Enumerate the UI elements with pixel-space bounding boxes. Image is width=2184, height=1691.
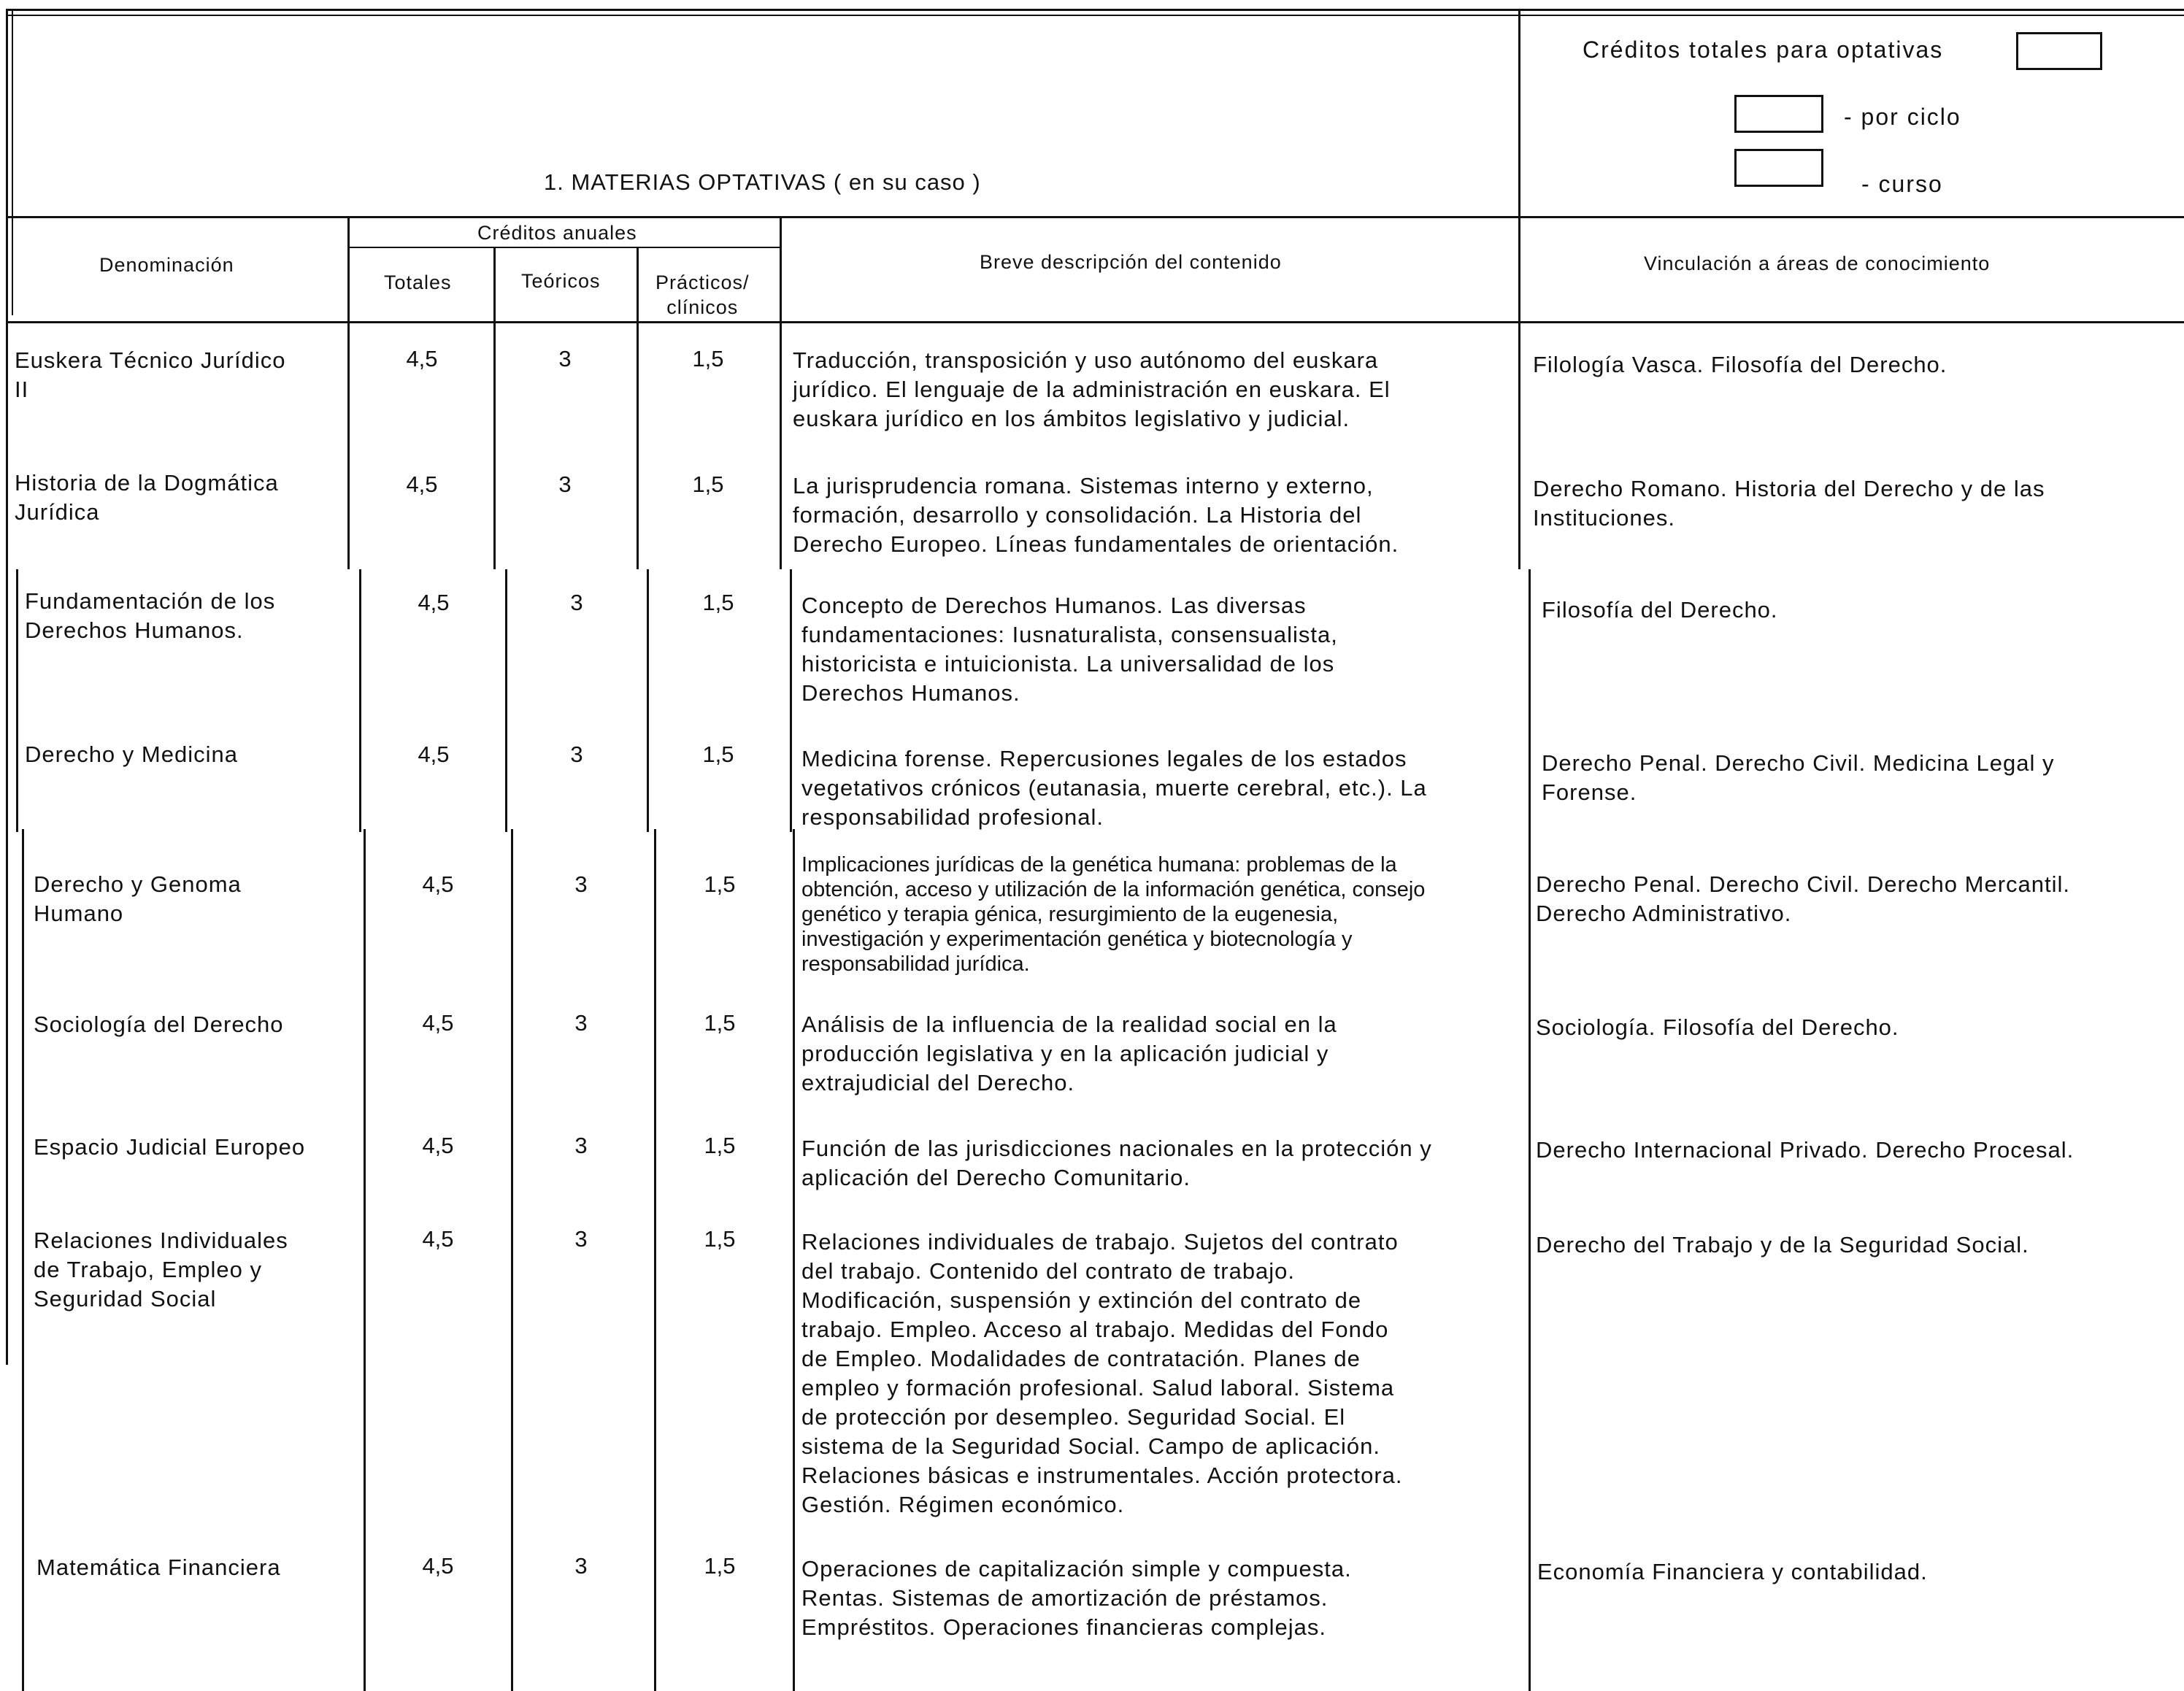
row-description: Operaciones de capitalización simple y compuesta. Rentas. Sistemas de amortización de préstamos. Empréstitos. Operaciones financieras complejas. — [801, 1556, 1352, 1640]
page-title: 1. MATERIAS OPTATIVAS ( en su caso ) — [544, 169, 981, 195]
row-name: Espacio Judicial Europeo — [34, 1134, 306, 1160]
top-border-inner — [6, 15, 2184, 16]
row-practicos: 1,5 — [704, 1010, 736, 1036]
row-description: Implicaciones jurídicas de la genética humana: problemas de la obtención, acceso y utilización de la información genética, consejo genético y terapia génica, resurgimiento de la eugenesia, investigación y experimentación genética y biotecnología y responsabilidad jurídica. — [801, 853, 1426, 976]
row-totales: 4,5 — [422, 1133, 454, 1158]
body-line-3b — [647, 569, 649, 832]
body-line-left — [6, 321, 8, 1365]
row-totales: 4,5 — [406, 346, 438, 371]
row-areas: Sociología. Filosofía del Derecho. — [1536, 1014, 1899, 1040]
row-teoricos: 3 — [558, 471, 572, 497]
row-practicos: 1,5 — [702, 742, 734, 767]
por-ciclo-label: - por ciclo — [1844, 104, 1961, 130]
col-line-teoricos-left — [493, 247, 496, 323]
row-totales: 4,5 — [418, 742, 450, 767]
body-line-5c — [1529, 829, 1531, 1691]
row-practicos: 1,5 — [692, 346, 724, 371]
body-line-5a — [1518, 321, 1520, 569]
left-border-inner — [12, 9, 13, 315]
col-totales: Totales — [384, 271, 452, 293]
row-practicos: 1,5 — [692, 471, 724, 497]
body-line-left-c — [22, 829, 24, 1691]
row-areas: Derecho Internacional Privado. Derecho Procesal. — [1536, 1137, 2075, 1163]
col-vinculacion: Vinculación a áreas de conocimiento — [1644, 253, 1991, 274]
col-line-totales-left — [347, 216, 350, 323]
row-name: Matemática Financiera — [36, 1555, 281, 1580]
header-bottom-border — [6, 216, 2184, 218]
row-name: Historia de la Dogmática Jurídica — [15, 470, 279, 525]
body-line-3a — [637, 321, 639, 569]
header-divider — [1518, 9, 1520, 323]
row-description: Concepto de Derechos Humanos. Las diversas fundamentaciones: Iusnaturalista, consensualista, historicista e intuicionista. La universalidad de los Derechos Humanos. — [801, 593, 1338, 706]
row-areas: Derecho Penal. Derecho Civil. Derecho Mercantil. Derecho Administrativo. — [1536, 871, 2071, 926]
row-description: La jurisprudencia romana. Sistemas interno y externo, formación, desarrollo y consolidación. La Historia del Derecho Europeo. Líneas fundamentales de orientación. — [793, 473, 1399, 557]
body-line-4c — [793, 829, 795, 1691]
row-totales: 4,5 — [422, 1553, 454, 1579]
row-practicos: 1,5 — [704, 1133, 736, 1158]
row-teoricos: 3 — [574, 871, 588, 897]
row-teoricos: 3 — [574, 1553, 588, 1579]
row-areas: Derecho del Trabajo y de la Seguridad Social. — [1536, 1232, 2029, 1257]
top-border — [6, 9, 2184, 11]
row-name: Euskera Técnico Jurídico II — [15, 347, 286, 402]
row-totales: 4,5 — [422, 1010, 454, 1036]
col-line-practicos-left — [637, 247, 639, 323]
row-areas: Derecho Penal. Derecho Civil. Medicina Legal y Forense. — [1542, 750, 2055, 805]
col-practicos: Prácticos/ clínicos — [655, 271, 750, 318]
col-denominacion: Denominación — [99, 254, 234, 276]
row-teoricos: 3 — [570, 590, 583, 615]
body-line-2a — [493, 321, 496, 569]
body-line-1b — [359, 569, 361, 832]
row-totales: 4,5 — [406, 471, 438, 497]
row-areas: Filosofía del Derecho. — [1542, 597, 1778, 623]
creditos-totales-label: Créditos totales para optativas — [1583, 36, 1944, 63]
row-practicos: 1,5 — [704, 1226, 736, 1252]
col-creditos-anuales: Créditos anuales — [477, 222, 637, 244]
row-teoricos: 3 — [574, 1226, 588, 1252]
body-line-5b — [1529, 569, 1531, 832]
col-line-desc-left — [780, 216, 782, 323]
body-line-4b — [790, 569, 792, 832]
row-name: Derecho y Genoma Humano — [34, 871, 242, 926]
row-description: Análisis de la influencia de la realidad social en la producción legislativa y en la aplicación judicial y extrajudicial del Derecho. — [801, 1012, 1337, 1095]
row-name: Relaciones Individuales de Trabajo, Empleo y Seguridad Social — [34, 1228, 288, 1311]
row-practicos: 1,5 — [704, 1553, 736, 1579]
row-teoricos: 3 — [558, 346, 572, 371]
row-description: Relaciones individuales de trabajo. Sujetos del contrato del trabajo. Contenido del contrato de trabajo. Modificación, suspensión y extinción del contrato de trabajo. Empleo. Acceso al trabajo. Medidas del Fondo de Empleo. Modalidades de contratación. Planes de empleo y formación profesional. Salud laboral. Sistema de protección por desempleo. Seguridad Social. El sistema de la Seguridad Social. Campo de aplicación. Relaciones básicas e instrumentales. Acción protectora. Gestión. Régimen económico. — [801, 1229, 1403, 1517]
row-teoricos: 3 — [570, 742, 583, 767]
row-name: Derecho y Medicina — [25, 742, 238, 767]
row-description: Medicina forense. Repercusiones legales de los estados vegetativos crónicos (eutanasia, muerte cerebral, etc.). La responsabilidad profesional. — [801, 746, 1427, 830]
col-descripcion: Breve descripción del contenido — [980, 251, 1282, 273]
row-areas: Derecho Romano. Historia del Derecho y de las Instituciones. — [1533, 476, 2045, 531]
row-areas: Economía Financiera y contabilidad. — [1537, 1559, 1928, 1584]
row-name: Fundamentación de los Derechos Humanos. — [25, 588, 276, 643]
row-totales: 4,5 — [418, 590, 450, 615]
row-practicos: 1,5 — [704, 871, 736, 897]
column-header-bottom — [6, 321, 2184, 323]
creditos-totales-box[interactable] — [2016, 32, 2102, 70]
curso-label: - curso — [1861, 171, 1943, 197]
body-line-left-b — [16, 569, 18, 832]
body-line-2c — [511, 829, 513, 1691]
row-practicos: 1,5 — [702, 590, 734, 615]
row-name: Sociología del Derecho — [34, 1012, 284, 1037]
body-line-1a — [347, 321, 350, 569]
row-teoricos: 3 — [574, 1010, 588, 1036]
body-line-4a — [780, 321, 782, 569]
body-line-3c — [654, 829, 656, 1691]
row-totales: 4,5 — [422, 1226, 454, 1252]
creditos-anuales-underline — [347, 247, 781, 248]
row-description: Función de las jurisdicciones nacionales en la protección y aplicación del Derecho Comunitario. — [801, 1136, 1432, 1190]
body-line-2b — [505, 569, 507, 832]
curso-box[interactable] — [1734, 149, 1823, 187]
row-totales: 4,5 — [422, 871, 454, 897]
por-ciclo-box[interactable] — [1734, 95, 1823, 133]
row-teoricos: 3 — [574, 1133, 588, 1158]
col-teoricos: Teóricos — [521, 270, 601, 292]
row-description: Traducción, transposición y uso autónomo del euskara jurídico. El lenguaje de la administración en euskara. El euskara jurídico en los ámbitos legislativo y judicial. — [793, 347, 1391, 431]
row-areas: Filología Vasca. Filosofía del Derecho. — [1533, 352, 1947, 377]
body-line-1c — [364, 829, 366, 1691]
